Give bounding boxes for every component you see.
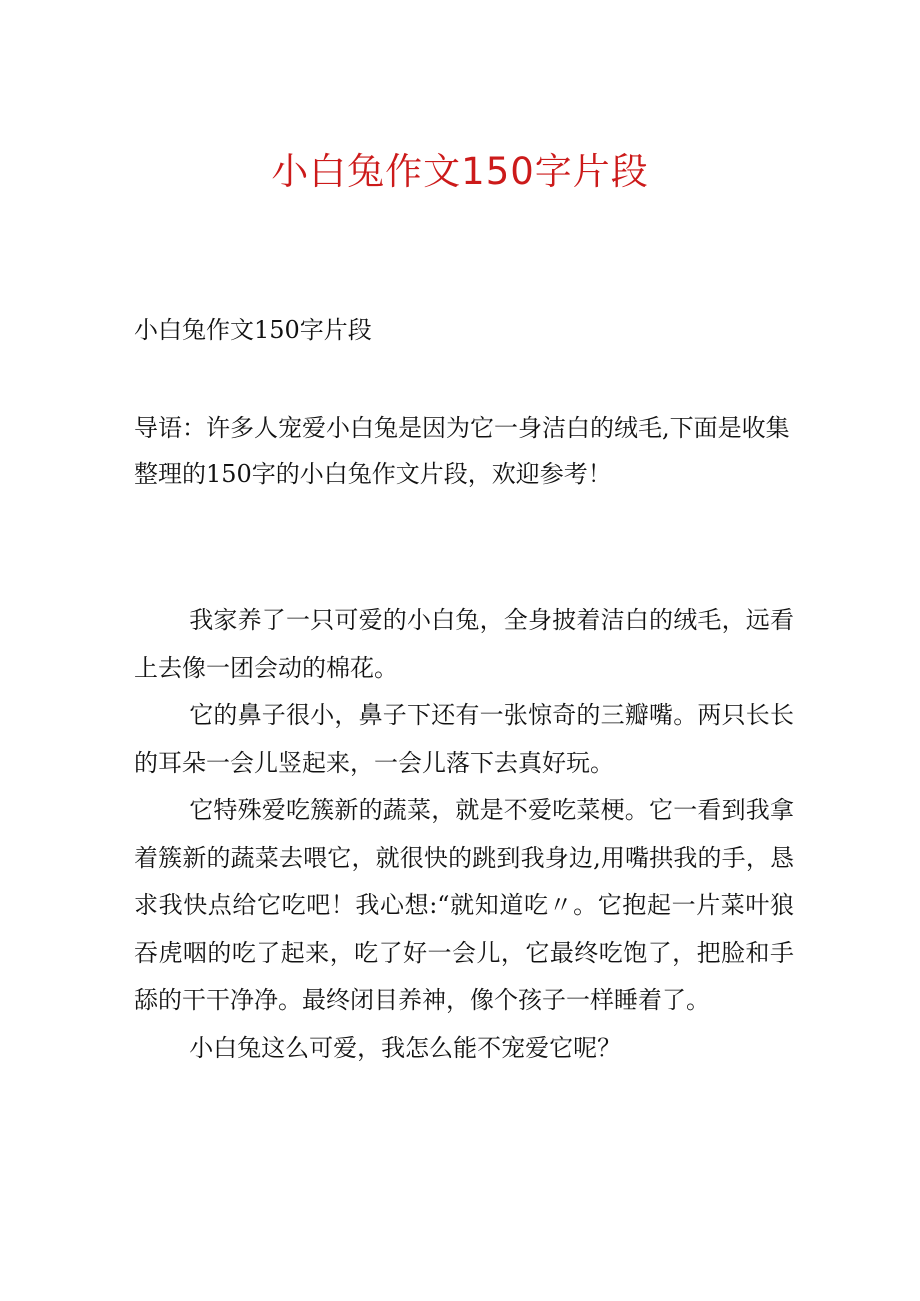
- article-subtitle: 小白兔作文150字片段: [134, 316, 372, 344]
- page-title: 小白兔作文150字片段: [271, 150, 649, 193]
- body-paragraph-4: 小白兔这么可爱，我怎么能不宠爱它呢？: [189, 1033, 622, 1062]
- article-body: [134, 597, 794, 1072]
- body-paragraph-2: 它的鼻子很小，鼻子下还有一张惊奇的三瓣嘴。两只长长的耳朵一会儿竖起来，一会儿落下去真好玩。: [134, 701, 794, 777]
- body-paragraph-1: 我家养了一只可爱的小白兔，全身披着洁白的绒毛，远看上去像一团会动的棉花。: [134, 606, 794, 682]
- body-paragraph-3: 它特殊爱吃簇新的蔬菜，就是不爱吃菜梗。它一看到我拿着簇新的蔬菜去喂它，就很快的跳到我身边,用嘴拱我的手，恳求我快点给它吃吧！我心想:“就知道吃〃。它抱起一片菜叶狼吞虎咽的吃了起来，吃了好一会儿，它最终吃饱了，把脸和手舔的干干净净。最终闭目养神，像个孩子一样睡着了。: [134, 796, 794, 1014]
- intro-paragraph: 导语：许多人宠爱小白兔是因为它一身洁白的绒毛,下面是收集整理的150字的小白兔作文片段，欢迎参考！: [134, 414, 790, 488]
